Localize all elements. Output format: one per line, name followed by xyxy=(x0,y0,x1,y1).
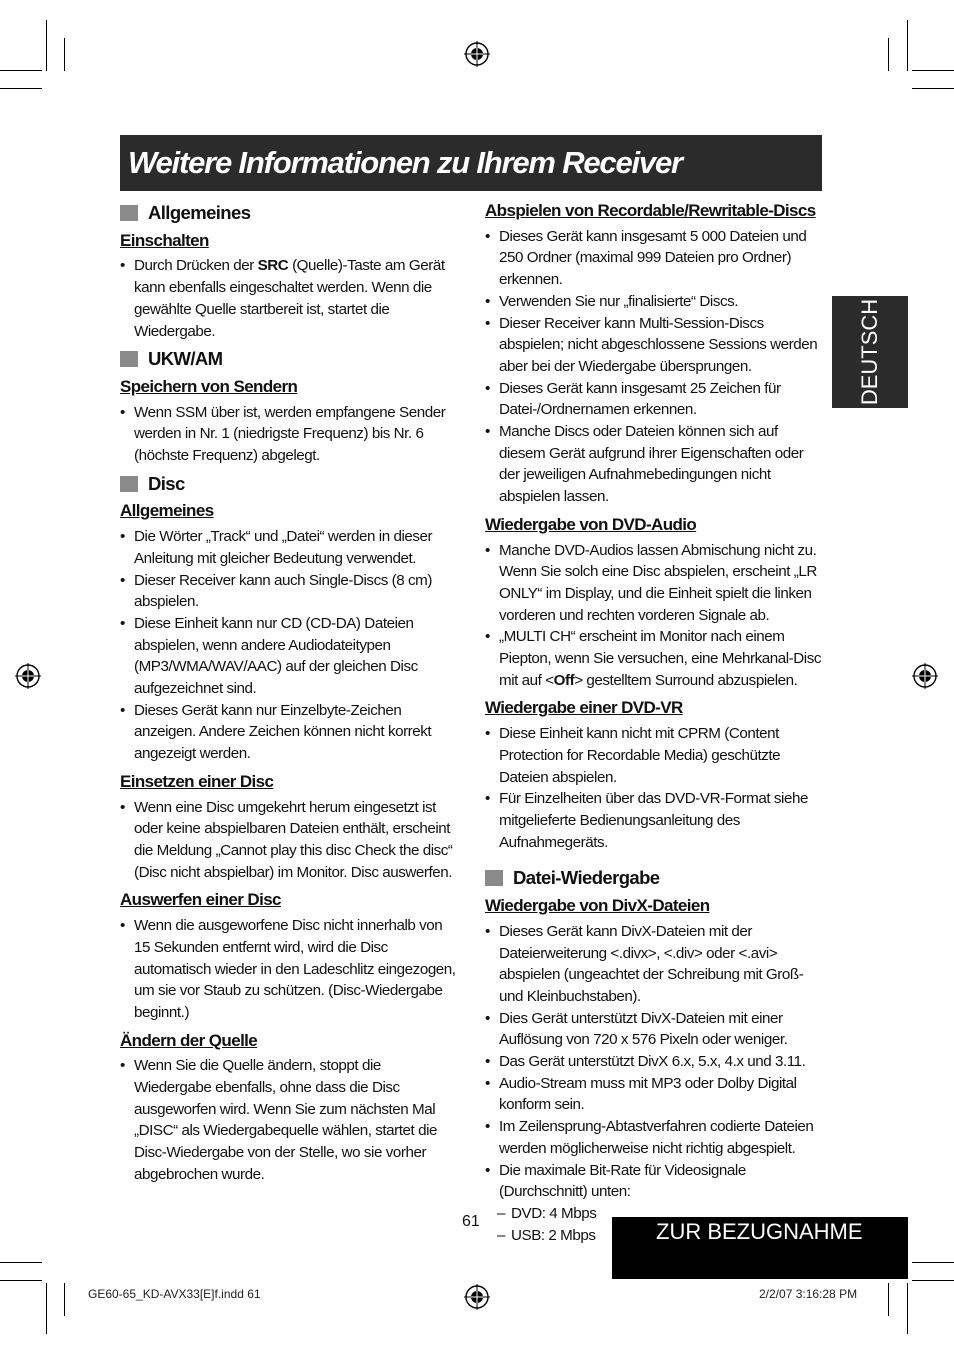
square-bullet-icon xyxy=(120,205,138,221)
list-item: • Manche DVD-Audios lassen Abmischung nicht zu. Wenn Sie solch eine Disc abspielen, erscheint „LR ONLY“ im Display, und die Einheit spielt die linken vorderen und rechten vorderen Signale ab. xyxy=(485,540,825,627)
section-heading: Disc xyxy=(120,473,460,495)
crop-mark xyxy=(907,1283,908,1334)
list-item: • Wenn SSM über ist, werden empfangene Sender werden in Nr. 1 (niedrigste Frequenz) bis Nr. 6 (höchste Frequenz) abgelegt. xyxy=(120,402,460,467)
bullet-list xyxy=(120,797,460,884)
list-item: • Manche Discs oder Dateien können sich auf diesem Gerät aufgrund ihrer Eigenschaften oder der jeweiligen Aufnahmebedingungen nicht abspielen lassen. xyxy=(485,421,825,508)
list-item: • „MULTI CH“ erscheint im Monitor nach einem Piepton, wenn Sie versuchen, eine Mehrkanal-Disc mit auf <Off> gestelltem Surround abzuspielen. xyxy=(485,626,825,691)
subheading: Allgemeines xyxy=(120,501,214,521)
crop-mark xyxy=(907,20,908,71)
crop-mark xyxy=(46,20,47,71)
footer-file-info: GE60-65_KD-AVX33[E]f.indd 61 xyxy=(88,1287,261,1301)
bullet-list xyxy=(485,723,825,853)
section-heading: UKW/AM xyxy=(120,348,460,370)
crop-mark xyxy=(64,1283,65,1316)
list-item: • Diese Einheit kann nur CD (CD-DA) Dateien abspielen, wenn andere Audiodateitypen (MP3/WMA/WAV/AAC) auf der gleichen Disc aufgezeichnet sind. xyxy=(120,613,460,700)
bullet-list xyxy=(485,921,825,1247)
right-column xyxy=(485,200,825,1252)
crop-mark xyxy=(912,88,954,89)
crop-mark xyxy=(0,1280,42,1281)
list-item: • Wenn die ausgeworfene Disc nicht innerhalb von 15 Sekunden entfernt wird, wird die Disc automatisch wieder in den Ladeschlitz eingezogen, um sie vor Staub zu schützen. (Disc-Wiedergabe beginnt.) xyxy=(120,915,460,1024)
registration-mark-icon xyxy=(464,1284,490,1310)
footer-timestamp: 2/2/07 3:16:28 PM xyxy=(759,1287,858,1301)
list-item: • Die maximale Bit-Rate für Videosignale (Durchschnitt) unten: xyxy=(485,1160,825,1203)
crop-mark xyxy=(888,1283,889,1316)
crop-mark xyxy=(912,1280,954,1281)
list-item: • Wenn eine Disc umgekehrt herum eingesetzt ist oder keine abspielbaren Dateien enthält, erscheint die Meldung „Cannot play this disc Check the disc“ (Disc nicht abspielbar) im Monitor. Disc auswerfen. xyxy=(120,797,460,884)
list-item: • Verwenden Sie nur „finalisierte“ Discs. xyxy=(485,291,825,313)
subheading: Wiedergabe einer DVD-VR xyxy=(485,698,683,718)
bullet-list xyxy=(120,915,460,1024)
subheading: Einschalten xyxy=(120,230,209,250)
language-tab xyxy=(832,296,908,408)
page-title: Weitere Informationen zu Ihrem Receiver xyxy=(128,145,682,180)
section-heading: Datei-Wiedergabe xyxy=(485,867,825,889)
crop-mark xyxy=(912,1262,954,1263)
crop-mark xyxy=(0,70,42,71)
subheading: Einsetzen einer Disc xyxy=(120,771,274,791)
square-bullet-icon xyxy=(120,351,138,367)
list-item: • Dieses Gerät kann DivX-Dateien mit der Dateierweiterung <.divx>, <.div> oder <.avi> abspielen (ungeachtet der Schreibung mit Groß- und Kleinbuchstaben). xyxy=(485,921,825,1008)
square-bullet-icon xyxy=(120,476,138,492)
list-item: • Durch Drücken der SRC (Quelle)-Taste am Gerät kann ebenfalls eingeschaltet werden. Wenn die gewählte Quelle startbereit ist, startet die Wiedergabe. xyxy=(120,255,460,342)
crop-mark xyxy=(64,38,65,71)
left-column xyxy=(120,200,460,1192)
bullet-list xyxy=(120,1055,460,1185)
list-item: • Für Einzelheiten über das DVD-VR-Format siehe mitgelieferte Bedienungsanleitung des Aufnahmegeräts. xyxy=(485,788,825,853)
registration-mark-icon xyxy=(464,41,490,67)
list-item: – USB: 2 Mbps xyxy=(485,1225,825,1247)
list-item: • Dieses Gerät kann insgesamt 25 Zeichen für Datei-/Ordnernamen erkennen. xyxy=(485,378,825,421)
list-item: • Dieser Receiver kann Multi-Session-Discs abspielen; nicht abgeschlossene Sessions werden aber bei der Wiedergabe übersprungen. xyxy=(485,313,825,378)
bullet-list xyxy=(485,226,825,508)
title-bar xyxy=(120,135,822,191)
list-item: • Diese Einheit kann nicht mit CPRM (Content Protection for Recordable Media) geschützte Dateien abspielen. xyxy=(485,723,825,788)
list-item: • Audio-Stream muss mit MP3 oder Dolby Digital konform sein. xyxy=(485,1073,825,1116)
subheading: Wiedergabe von DVD-Audio xyxy=(485,514,697,534)
list-item: • Dies Gerät unterstützt DivX-Dateien mit einer Auflösung von 720 x 576 Pixeln oder weniger. xyxy=(485,1008,825,1051)
list-item: • Wenn Sie die Quelle ändern, stoppt die Wiedergabe ebenfalls, ohne dass die Disc ausgeworfen wird. Wenn Sie zum nächsten Mal „DISC“ als Wiedergabequelle wählen, startet die Disc-Wiedergabe von der Stelle, wo sie vorher abgebrochen wurde. xyxy=(120,1055,460,1185)
language-tab-label: DEUTSCH xyxy=(857,298,882,406)
crop-mark xyxy=(912,70,954,71)
square-bullet-icon xyxy=(485,870,503,886)
crop-mark xyxy=(0,1262,42,1263)
crop-mark xyxy=(46,1283,47,1334)
subheading: Ändern der Quelle xyxy=(120,1030,258,1050)
reference-tab xyxy=(612,1217,908,1279)
registration-mark-icon xyxy=(15,663,41,689)
bullet-list xyxy=(120,402,460,467)
list-item: • Die Wörter „Track“ und „Datei“ werden in dieser Anleitung mit gleicher Bedeutung verwendet. xyxy=(120,526,460,569)
list-item: • Dieses Gerät kann insgesamt 5 000 Dateien und 250 Ordner (maximal 999 Dateien pro Ordner) erkennen. xyxy=(485,226,825,291)
reference-tab-label: ZUR BEZUGNAHME xyxy=(656,1219,863,1244)
subheading: Wiedergabe von DivX-Dateien xyxy=(485,896,710,916)
registration-mark-icon xyxy=(912,663,938,689)
crop-mark xyxy=(0,88,42,89)
subheading: Speichern von Sendern xyxy=(120,376,298,396)
bullet-list xyxy=(485,540,825,692)
bullet-list xyxy=(120,526,460,765)
subheading: Auswerfen einer Disc xyxy=(120,890,281,910)
list-item: • Das Gerät unterstützt DivX 6.x, 5.x, 4.x und 3.11. xyxy=(485,1051,825,1073)
list-item: • Im Zeilensprung-Abtastverfahren codierte Dateien werden möglicherweise nicht richtig abgespielt. xyxy=(485,1116,825,1159)
bullet-list xyxy=(120,255,460,342)
list-item: – DVD: 4 Mbps xyxy=(485,1203,825,1225)
page-number: 61 xyxy=(462,1213,480,1230)
list-item: • Dieses Gerät kann nur Einzelbyte-Zeichen anzeigen. Andere Zeichen können nicht korrekt angezeigt werden. xyxy=(120,700,460,765)
section-heading: Allgemeines xyxy=(120,202,460,224)
crop-mark xyxy=(888,38,889,71)
subheading: Abspielen von Recordable/Rewritable-Discs xyxy=(485,201,816,220)
list-item: • Dieser Receiver kann auch Single-Discs (8 cm) abspielen. xyxy=(120,570,460,613)
